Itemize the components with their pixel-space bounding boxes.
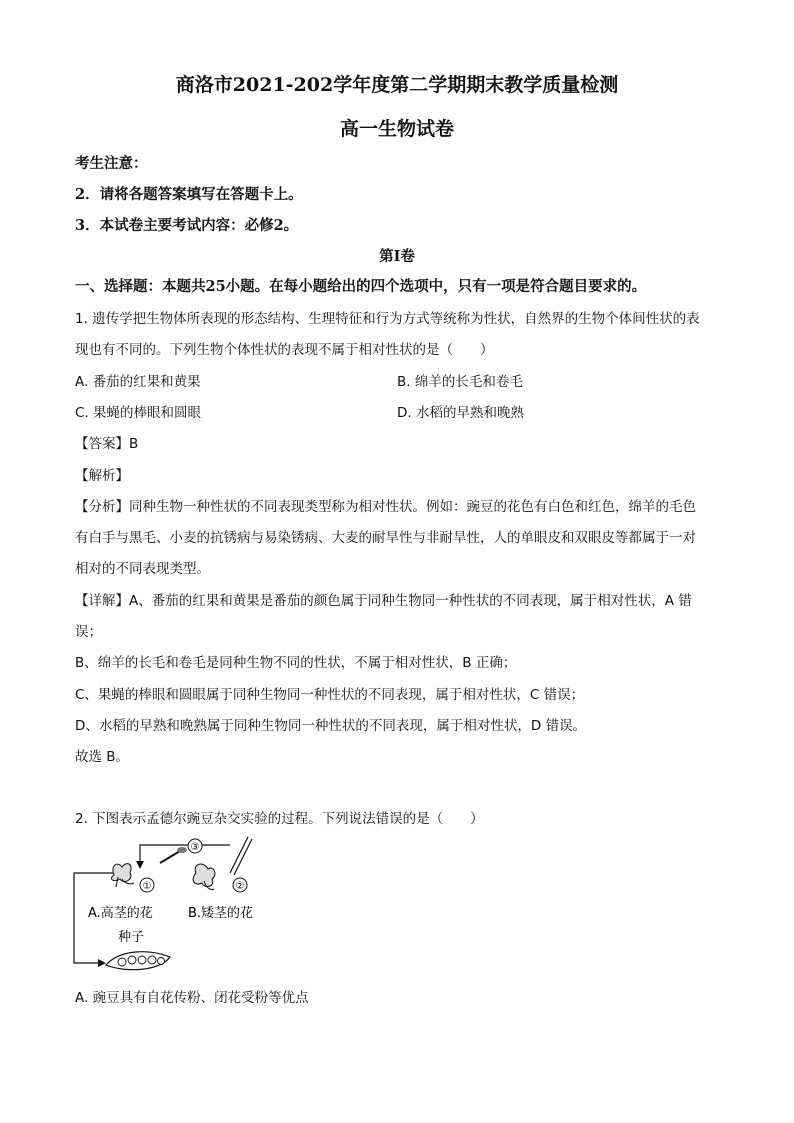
tall-flower-icon xyxy=(112,864,134,887)
page-title: 商洛市2021-202学年度第二学期期末教学质量检测 xyxy=(175,74,619,96)
brush-tip xyxy=(177,847,187,853)
step3-label: ③ xyxy=(190,842,200,853)
q1-analysis-tag: 【解析】 xyxy=(75,468,129,484)
q1-option-b: B. 绵羊的长毛和卷毛 xyxy=(397,374,523,390)
label-tall-flower: A.高茎的花 xyxy=(88,906,153,921)
pollen-arrow-head xyxy=(136,861,144,869)
q1-fenxi-line1: 【分析】同种生物一种性状的不同表现类型称为相对性状。例如：豌豆的花色有白色和红色，绵羊的毛色 xyxy=(75,499,696,515)
seed-arrow-head xyxy=(98,959,106,967)
pea-pod-icon xyxy=(106,952,170,970)
q1-option-d: D. 水稻的早熟和晚熟 xyxy=(397,405,524,421)
q1-detail-line1: 【详解】A、番茄的红果和黄果是番茄的颜色属于同种生物同一种性状的不同表现，属于相对性状，A 错 xyxy=(75,593,692,609)
q2-option-a: A. 豌豆具有自花传粉、闭花受粉等优点 xyxy=(75,990,309,1006)
label-seed: 种子 xyxy=(118,930,145,945)
notice-item-3: 3．本试卷主要考试内容：必修2。 xyxy=(75,217,299,234)
page-subtitle: 高一生物试卷 xyxy=(339,118,454,140)
q1-stem-line1: 1. 遗传学把生物体所表现的形态结构、生理特征和行为方式等统称为性状，自然界的生物个体间性状的表 xyxy=(75,311,700,327)
q1-detail-line4: C、果蝇的棒眼和圆眼属于同种生物同一种性状的不同表现，属于相对性状，C 错误； xyxy=(75,687,585,703)
q1-detail-line3: B、绵羊的长毛和卷毛是同种生物不同的性状，不属于相对性状，B 正确； xyxy=(75,655,517,671)
q1-detail-line5: D、水稻的早熟和晚熟属于同种生物同一种性状的不同表现，属于相对性状，D 错误。 xyxy=(75,718,587,734)
q1-answer: 【答案】B xyxy=(75,436,139,452)
q1-fenxi-line2: 有白手与黑毛、小麦的抗锈病与易染锈病、大麦的耐旱性与非耐旱性，人的单眼皮和双眼皮等都属于一对 xyxy=(75,530,696,546)
step2-label: ② xyxy=(235,881,245,892)
volume-heading: 第Ⅰ卷 xyxy=(379,248,415,265)
q1-stem-line2: 现也有不同的。下列生物个体性状的表现不属于相对性状的是（ ） xyxy=(75,342,494,358)
q2-stem: 2. 下图表示孟德尔豌豆杂交实验的过程。下列说法错误的是（ ） xyxy=(75,811,484,827)
q1-fenxi-line3: 相对的不同表现类型。 xyxy=(75,561,210,577)
tweezers-icon xyxy=(230,837,252,875)
section-instruction: 一、选择题：本题共25小题。在每小题给出的四个选项中，只有一项是符合题目要求的。 xyxy=(75,278,647,295)
hybridization-figure xyxy=(70,833,270,978)
q1-detail-line2: 误； xyxy=(75,624,102,640)
step1-label: ① xyxy=(142,881,152,892)
short-flower-icon xyxy=(193,864,215,889)
q1-option-c: C. 果蝇的棒眼和圆眼 xyxy=(75,405,202,421)
notice-heading: 考生注意： xyxy=(75,155,148,172)
brush-handle xyxy=(160,851,180,863)
notice-item-2: 2．请将各题答案填写在答题卡上。 xyxy=(75,186,303,203)
q1-option-a: A. 番茄的红果和黄果 xyxy=(75,374,201,390)
q1-conclusion: 故选 B。 xyxy=(75,749,130,765)
label-short-flower: B.矮茎的花 xyxy=(188,906,254,921)
